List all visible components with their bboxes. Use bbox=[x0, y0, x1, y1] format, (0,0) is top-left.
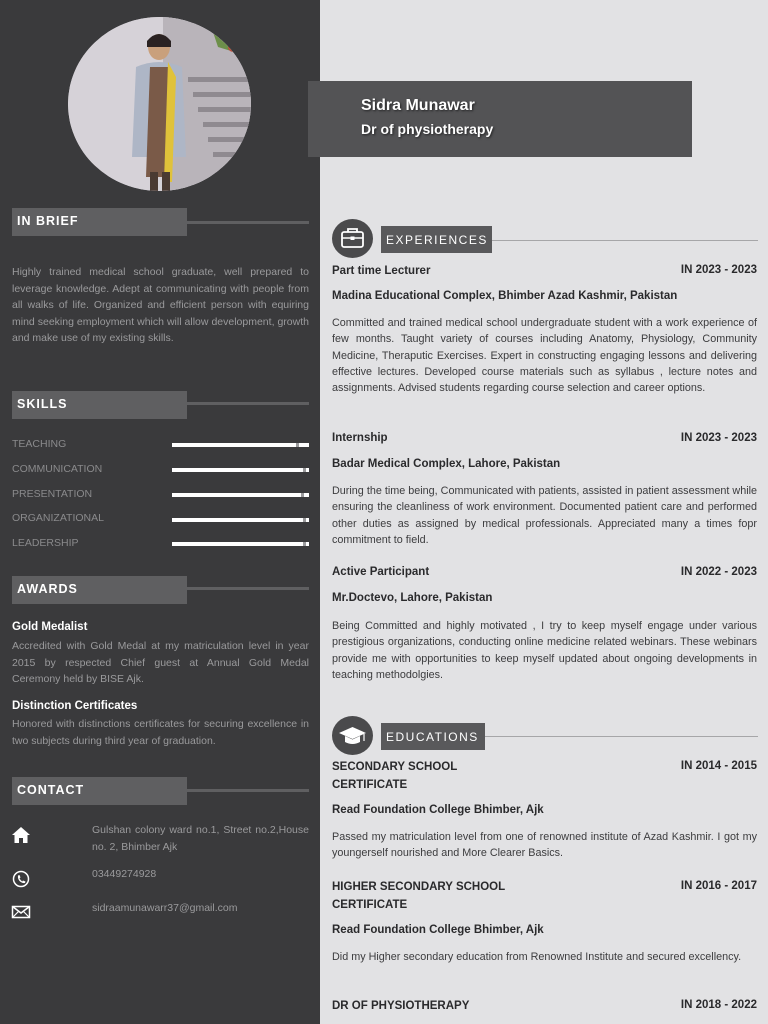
skill-bar bbox=[172, 443, 309, 447]
experience-place: Badar Medical Complex, Lahore, Pakistan bbox=[332, 458, 561, 470]
brief-text: Highly trained medical school graduate, well prepared to leverage knowledge. Adept at communicating with people from all walks of life. Organized and efficient person with equiring mind seeking employment which will allow development, growth and make use of my existing skills. bbox=[12, 266, 309, 344]
education-description: Did my Higher secondary education from Renowned Institute and secured excellency. bbox=[332, 951, 742, 963]
awards-heading bbox=[12, 576, 187, 604]
person-name: Sidra Munawar bbox=[361, 97, 475, 114]
education-title: SECONDARY SCHOOL CERTIFICATE bbox=[332, 761, 458, 791]
person-role: Dr of physiotherapy bbox=[361, 121, 494, 137]
experience-date: IN 2023 - 2023 bbox=[680, 264, 757, 276]
educations-heading bbox=[381, 723, 485, 750]
experience-title: Internship bbox=[332, 432, 388, 444]
educations-heading-label: EDUCATIONS bbox=[386, 730, 479, 744]
skill-bar bbox=[172, 468, 309, 472]
brief-heading bbox=[12, 208, 187, 236]
skill-label: ORGANIZATIONAL bbox=[12, 512, 104, 524]
experiences-heading bbox=[381, 226, 492, 253]
skill-bar-fill bbox=[172, 542, 306, 546]
education-place: Read Foundation College Bhimber, Ajk bbox=[332, 804, 544, 816]
education-description: Passed my matriculation level from one of renowned institute of Azad Kashmir. I got my youngerself nourished and More Clearer Basics. bbox=[332, 831, 757, 860]
brief-divider bbox=[187, 221, 309, 224]
award-text: Accredited with Gold Medal at my matriculation level in year 2015 by respected Chief guest at Annual Gold Medal Ceremony held by BISE Ajk. bbox=[12, 640, 309, 685]
experience-description: Being Committed and highly motivated , I try to keep myself engage under various prestigious organizations, conducting online medicine related webinars. These webinars provide me with opportunities to keep myself updated about ongoing developments in teaching methodolgies. bbox=[332, 620, 757, 681]
skill-bar bbox=[172, 518, 309, 522]
contact-heading-label: CONTACT bbox=[17, 783, 85, 797]
contact-phone[interactable]: 03449274928 bbox=[92, 868, 157, 880]
email-icon bbox=[11, 903, 31, 921]
skills-heading-label: SKILLS bbox=[17, 397, 68, 411]
contact-heading bbox=[12, 777, 187, 805]
skill-bar-fill bbox=[172, 468, 306, 472]
experience-title: Part time Lecturer bbox=[332, 265, 431, 277]
skills-heading bbox=[12, 391, 187, 419]
name-banner bbox=[308, 81, 692, 157]
skill-bar-fill bbox=[172, 493, 304, 497]
experiences-divider bbox=[492, 240, 758, 241]
awards-divider bbox=[187, 587, 309, 590]
experience-description: Committed and trained medical school undergraduate student with a work experience of few months. Taught variety of courses including Anatomy, Physiology, Community Medicine, Theraputic Exercises. Expert in constructing engaging lessons and delivering effective lectures. Developed course materials such as syllabus , lecture notes and assignments. Advised students regarding course selection and career options. bbox=[332, 317, 757, 395]
skill-label: LEADERSHIP bbox=[12, 537, 79, 549]
graduation-cap-icon bbox=[332, 716, 373, 755]
brief-heading-label: IN BRIEF bbox=[17, 214, 79, 228]
contact-divider bbox=[187, 789, 309, 792]
skill-bar-fill bbox=[172, 443, 299, 447]
contact-address: Gulshan colony ward no.1, Street no.2,House no. 2, Bhimber Ajk bbox=[92, 824, 309, 853]
education-date: IN 2014 - 2015 bbox=[680, 760, 757, 772]
skill-label: COMMUNICATION bbox=[12, 463, 103, 475]
experience-date: IN 2022 - 2023 bbox=[680, 566, 757, 578]
award-text: Honored with distinctions certificates for securing excellence in two subjects during third year of graduation. bbox=[12, 718, 309, 747]
awards-heading-label: AWARDS bbox=[17, 582, 78, 596]
skill-label: TEACHING bbox=[12, 438, 67, 450]
skill-label: PRESENTATION bbox=[12, 488, 93, 500]
experiences-heading-label: EXPERIENCES bbox=[386, 233, 488, 247]
skill-bar-fill bbox=[172, 518, 306, 522]
skills-divider bbox=[187, 402, 309, 405]
skill-bar bbox=[172, 542, 309, 546]
contact-email[interactable]: sidraamunawarr37@gmail.com bbox=[92, 902, 238, 914]
experience-place: Mr.Doctevo, Lahore, Pakistan bbox=[332, 592, 493, 604]
experience-title: Active Participant bbox=[332, 566, 430, 578]
skill-bar bbox=[172, 493, 309, 497]
educations-divider bbox=[485, 736, 758, 737]
education-title: DR OF PHYSIOTHERAPY bbox=[332, 1000, 470, 1012]
phone-icon bbox=[11, 870, 31, 888]
award-title: Gold Medalist bbox=[12, 621, 88, 633]
experience-date: IN 2023 - 2023 bbox=[680, 432, 757, 444]
education-date: IN 2016 - 2017 bbox=[680, 880, 757, 892]
education-date: IN 2018 - 2022 bbox=[680, 999, 757, 1011]
experience-description: During the time being, Communicated with patients, assisted in patient assessment while ensuring the cleanliness of work environment. Documented patient care and performed other duties as assigned by medical professionals. Appreciated many a times fopr commitment to field. bbox=[332, 485, 757, 546]
experience-place: Madina Educational Complex, Bhimber Azad Kashmir, Pakistan bbox=[332, 290, 678, 302]
award-title: Distinction Certificates bbox=[12, 700, 138, 712]
education-title: HIGHER SECONDARY SCHOOL CERTIFICATE bbox=[332, 881, 505, 911]
home-icon bbox=[11, 826, 31, 844]
education-place: Read Foundation College Bhimber, Ajk bbox=[332, 924, 544, 936]
briefcase-icon bbox=[332, 219, 373, 258]
profile-photo bbox=[68, 17, 251, 191]
